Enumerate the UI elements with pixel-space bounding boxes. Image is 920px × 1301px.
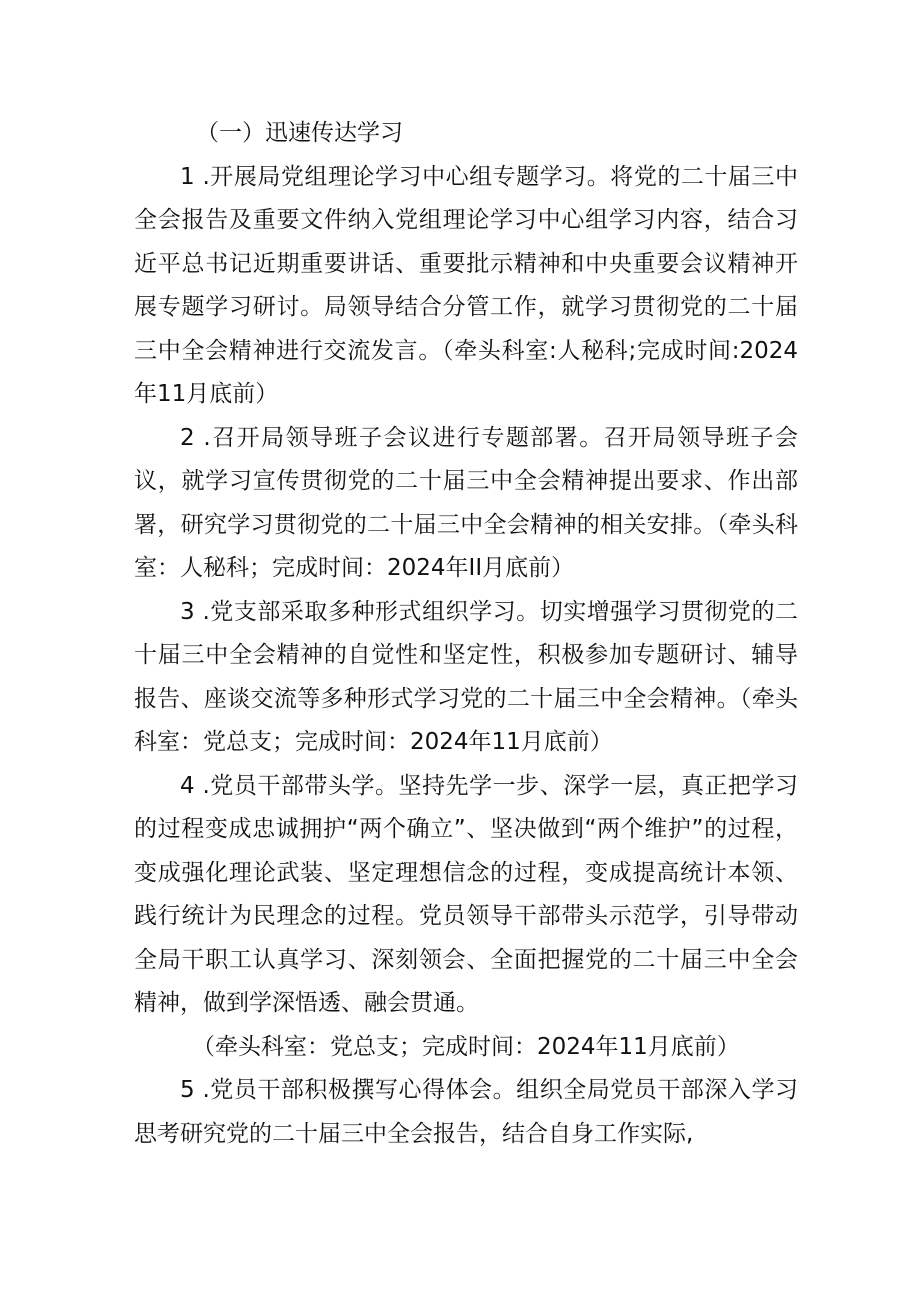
paragraph-item-1: 1 .开展局党组理论学习中心组专题学习。将党的二十届三中全会报告及重要文件纳入党组理论学习中心组学习内容，结合习近平总书记近期重要讲话、重要批示精神和中央重要会议精神开展专题学习研讨。局领导结合分管工作，就学习贯彻党的二十届三中全会精神进行交流发言。（牵头科室:人秘科;完成时间:2024年11月底前） — [134, 163, 798, 407]
paragraph-item-3: 3 .党支部采取多种形式组织学习。切实增强学习贯彻党的二十届三中全会精神的自觉性和坚定性，积极参加专题研讨、辅导报告、座谈交流等多种形式学习党的二十届三中全会精神。（牵头科室：党总支；完成时间：2024年11月底前） — [134, 598, 798, 755]
document-body — [134, 112, 798, 1156]
paragraph-item-4-note: （牵头科室：党总支；完成时间：2024年11月底前） — [192, 1033, 740, 1060]
paragraph-item-4: 4 .党员干部带头学。坚持先学一步、深学一层，真正把学习的过程变成忠诚拥护“两个确立”、坚决做到“两个维护”的过程，变成强化理论武装、坚定理想信念的过程，变成提高统计本领、践行统计为民理念的过程。党员领导干部带头示范学，引导带动全局干职工认真学习、深刻领会、全面把握党的二十届三中全会精神，做到学深悟透、融会贯通。 — [134, 772, 798, 1016]
section-heading: （一）迅速传达学习 — [196, 120, 403, 146]
paragraph-item-5: 5 .党员干部积极撰写心得体会。组织全局党员干部深入学习思考研究党的二十届三中全会报告，结合自身工作实际, — [134, 1077, 798, 1147]
paragraph-item-2: 2 .召开局领导班子会议进行专题部署。召开局领导班子会议，就学习宣传贯彻党的二十届三中全会精神提出要求、作出部署，研究学习贯彻党的二十届三中全会精神的相关安排。（牵头科室：人秘科；完成时间：2024年II月底前） — [134, 424, 798, 581]
